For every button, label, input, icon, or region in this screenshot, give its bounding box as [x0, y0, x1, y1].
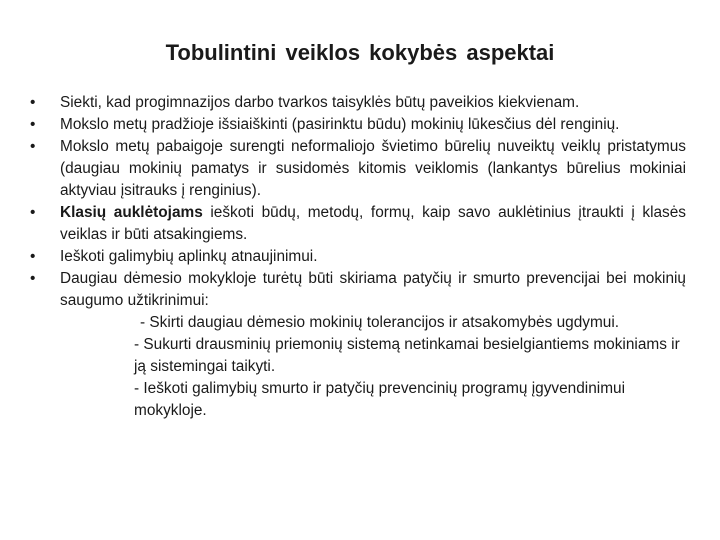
bullet-item	[30, 136, 686, 202]
bullet-text: Ieškoti galimybių aplinkų atnaujinimui.	[60, 248, 318, 265]
bullet-item	[30, 246, 686, 268]
bullet-text: Daugiau dėmesio mokykloje turėtų būti skiriama patyčių ir smurto prevencijai bei mokinių saugumo užtikrinimui:	[60, 270, 686, 309]
bullet-marker: •	[30, 204, 36, 221]
bullet-text: ieškoti būdų, metodų, formų, kaip savo auklėtinius įtraukti į klasės veiklas ir būti atsakingiems.	[60, 204, 686, 243]
bullet-item	[30, 92, 686, 114]
bullet-text: Mokslo metų pradžioje išsiaiškinti (pasirinktu būdu) mokinių lūkesčius dėl renginių.	[60, 116, 620, 133]
bullet-text: Siekti, kad progimnazijos darbo tvarkos taisyklės būtų paveikios kiekvienam.	[60, 94, 580, 111]
bullet-item	[30, 202, 686, 246]
bullet-text: Mokslo metų pabaigoje surengti neformaliojo švietimo būrelių nuveiktų veiklų pristatymus (daugiau mokinių pamatys ir susidomės kitomis veiklomis (lankantys būrelius mokiniai aktyviau įsitrauks į renginius).	[60, 138, 686, 199]
bullet-marker: •	[30, 116, 36, 133]
sub-list	[60, 312, 686, 422]
bullet-marker: •	[30, 94, 36, 111]
bullet-item	[30, 268, 686, 422]
bullet-marker: •	[30, 138, 36, 155]
bullet-list	[30, 92, 686, 422]
sub-item: - Sukurti drausminių priemonių sistemą netinkamai besielgiantiems mokiniams ir ją sistemingai taikyti.	[134, 336, 680, 375]
bullet-bold-text: Klasių auklėtojams	[60, 204, 203, 221]
bullet-item	[30, 114, 686, 136]
bullet-marker: •	[30, 248, 36, 265]
sub-item: - Ieškoti galimybių smurto ir patyčių prevencinių programų įgyvendinimui mokykloje.	[134, 380, 625, 419]
bullet-marker: •	[30, 270, 36, 287]
sub-item: - Skirti daugiau dėmesio mokinių tolerancijos ir atsakomybės ugdymui.	[140, 314, 620, 331]
slide-title: Tobulintini veiklos kokybės aspektai	[165, 40, 555, 65]
